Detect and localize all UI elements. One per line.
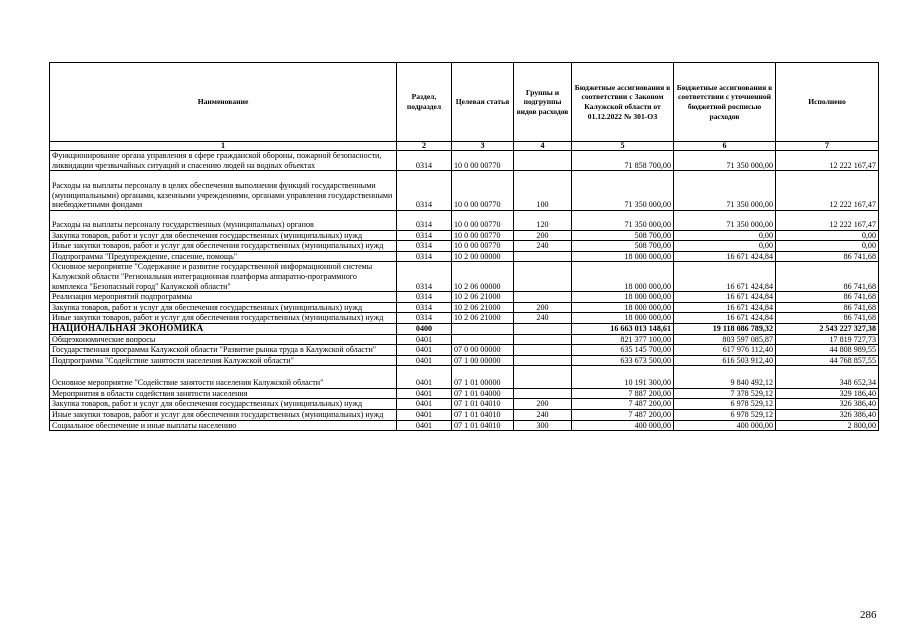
table-row	[50, 241, 879, 252]
header-row	[50, 63, 879, 142]
table-row	[50, 420, 879, 431]
row-revised: 6 978 529,12	[674, 410, 776, 421]
row-law: 18 000 000,00	[572, 313, 674, 324]
table-row	[50, 151, 879, 171]
row-target: 07 1 01 04000	[452, 388, 514, 399]
row-name: Закупка товаров, работ и услуг для обеспечения государственных (муниципальных) нужд	[50, 302, 397, 313]
row-law: 400 000,00	[572, 420, 674, 431]
row-section: 0314	[397, 151, 452, 171]
row-revised: 0,00	[674, 241, 776, 252]
header-name: Наименование	[50, 63, 397, 142]
row-executed: 2 543 227 327,38	[776, 323, 879, 334]
row-executed: 326 386,40	[776, 410, 879, 421]
row-revised: 803 597 085,87	[674, 334, 776, 345]
row-name: Расходы на выплаты персоналу в целях обеспечения выполнения функций государственными (муниципальными) органами, казенными учреждениями, органами управления государственными внебюджетными фондами	[50, 171, 397, 211]
row-section: 0314	[397, 292, 452, 303]
row-law: 18 000 000,00	[572, 302, 674, 313]
row-target: 10 2 06 21000	[452, 313, 514, 324]
row-executed: 86 741,68	[776, 292, 879, 303]
row-revised: 16 671 424,84	[674, 313, 776, 324]
row-executed: 12 222 167,47	[776, 171, 879, 211]
header-target: Целевая статья	[452, 63, 514, 142]
row-executed: 0,00	[776, 241, 879, 252]
row-law: 508 700,00	[572, 241, 674, 252]
row-target: 07 1 01 04010	[452, 410, 514, 421]
table-row	[50, 230, 879, 241]
row-name: Социальное обеспечение и иные выплаты населению	[50, 420, 397, 431]
row-name: НАЦИОНАЛЬНАЯ ЭКОНОМИКА	[50, 323, 397, 334]
row-group: 240	[514, 410, 572, 421]
row-group: 200	[514, 230, 572, 241]
row-law: 821 377 100,00	[572, 334, 674, 345]
row-law: 7 487 200,00	[572, 410, 674, 421]
table-row	[50, 399, 879, 410]
row-revised: 71 350 000,00	[674, 171, 776, 211]
row-law: 635 145 700,00	[572, 345, 674, 356]
row-target: 10 2 06 00000	[452, 262, 514, 292]
table-row	[50, 366, 879, 389]
row-target: 07 1 01 04010	[452, 420, 514, 431]
row-target: 10 0 00 00770	[452, 171, 514, 211]
row-section: 0314	[397, 241, 452, 252]
row-revised: 400 000,00	[674, 420, 776, 431]
row-revised: 16 671 424,84	[674, 251, 776, 262]
row-revised: 71 350 000,00	[674, 210, 776, 230]
row-executed: 86 741,68	[776, 262, 879, 292]
row-executed: 2 800,00	[776, 420, 879, 431]
row-section: 0401	[397, 334, 452, 345]
row-target: 10 0 00 00770	[452, 241, 514, 252]
row-revised: 16 671 424,84	[674, 302, 776, 313]
table-row	[50, 345, 879, 356]
column-number-row	[50, 142, 879, 151]
row-executed: 329 186,40	[776, 388, 879, 399]
row-group	[514, 292, 572, 303]
row-law: 18 000 000,00	[572, 292, 674, 303]
row-executed: 44 768 857,55	[776, 355, 879, 366]
row-law: 7 887 200,00	[572, 388, 674, 399]
section-row	[50, 323, 879, 334]
row-group: 200	[514, 399, 572, 410]
row-executed: 44 808 989,55	[776, 345, 879, 356]
table-row	[50, 334, 879, 345]
row-revised: 71 350 000,00	[674, 151, 776, 171]
row-executed: 17 819 727,73	[776, 334, 879, 345]
row-name: Иные закупки товаров, работ и услуг для обеспечения государственных (муниципальных) нужд	[50, 313, 397, 324]
row-section: 0401	[397, 345, 452, 356]
row-group	[514, 151, 572, 171]
row-target: 07 1 01 04010	[452, 399, 514, 410]
row-group	[514, 366, 572, 389]
row-revised: 9 840 492,12	[674, 366, 776, 389]
row-revised: 16 671 424,84	[674, 262, 776, 292]
row-law: 71 350 000,00	[572, 171, 674, 211]
row-section: 0314	[397, 171, 452, 211]
row-section: 0401	[397, 410, 452, 421]
col-number: 3	[452, 142, 514, 151]
row-executed: 86 741,68	[776, 251, 879, 262]
header-group: Группы и подгруппы видов расходов	[514, 63, 572, 142]
row-section: 0401	[397, 355, 452, 366]
row-name: Основное мероприятие "Содействие занятости населения Калужской области"	[50, 366, 397, 389]
row-law: 633 673 500,00	[572, 355, 674, 366]
row-revised: 19 118 086 789,32	[674, 323, 776, 334]
table-row	[50, 388, 879, 399]
row-law: 7 487 200,00	[572, 399, 674, 410]
row-law: 18 000 000,00	[572, 262, 674, 292]
row-name: Общеэкономические вопросы	[50, 334, 397, 345]
row-name: Реализация мероприятий подпрограммы	[50, 292, 397, 303]
col-number: 2	[397, 142, 452, 151]
row-law: 18 000 000,00	[572, 251, 674, 262]
row-revised: 16 671 424,84	[674, 292, 776, 303]
row-group: 200	[514, 302, 572, 313]
row-name: Иные закупки товаров, работ и услуг для обеспечения государственных (муниципальных) нужд	[50, 410, 397, 421]
row-law: 508 700,00	[572, 230, 674, 241]
row-name: Закупка товаров, работ и услуг для обеспечения государственных (муниципальных) нужд	[50, 230, 397, 241]
page-number: 286	[860, 609, 877, 621]
row-name: Подпрограмма "Предупреждение, спасение, помощь"	[50, 251, 397, 262]
row-group	[514, 262, 572, 292]
row-group	[514, 323, 572, 334]
header-executed: Исполнено	[776, 63, 879, 142]
table-row	[50, 292, 879, 303]
table-row	[50, 410, 879, 421]
table-row	[50, 355, 879, 366]
row-target: 10 0 00 00770	[452, 210, 514, 230]
table-row	[50, 251, 879, 262]
row-name: Иные закупки товаров, работ и услуг для обеспечения государственных (муниципальных) нужд	[50, 241, 397, 252]
budget-table	[49, 62, 879, 431]
row-section: 0401	[397, 420, 452, 431]
row-name: Подпрограмма "Содействие занятости населения Калужской области"	[50, 355, 397, 366]
row-target: 07 1 00 00000	[452, 355, 514, 366]
row-law: 10 191 300,00	[572, 366, 674, 389]
row-law: 71 350 000,00	[572, 210, 674, 230]
row-revised: 617 976 112,40	[674, 345, 776, 356]
row-name: Мероприятия в области содействия занятости населения	[50, 388, 397, 399]
row-target: 10 2 06 21000	[452, 302, 514, 313]
col-number: 7	[776, 142, 879, 151]
row-law: 71 858 700,00	[572, 151, 674, 171]
table-row	[50, 313, 879, 324]
row-target: 10 2 06 21000	[452, 292, 514, 303]
table-row	[50, 302, 879, 313]
row-executed: 348 652,34	[776, 366, 879, 389]
row-group	[514, 345, 572, 356]
row-name: Расходы на выплаты персоналу государственных (муниципальных) органов	[50, 210, 397, 230]
row-target: 10 0 00 00770	[452, 151, 514, 171]
row-name: Основное мероприятие "Содержание и развитие государственной информационной системы Калужской области "Региональная интеграционная платформа аппаратно-программного комплекса "Безопасный город" Калужской области"	[50, 262, 397, 292]
row-group	[514, 355, 572, 366]
row-law: 16 663 013 148,61	[572, 323, 674, 334]
row-name: Функционирование органа управления в сфере гражданской обороны, пожарной безопасности, ликвидации чрезвычайных ситуаций и спасению людей на водных объектах	[50, 151, 397, 171]
row-target: 07 0 00 00000	[452, 345, 514, 356]
row-section: 0314	[397, 313, 452, 324]
row-name: Государственная программа Калужской области "Развитие рынка труда в Калужской области"	[50, 345, 397, 356]
row-executed: 12 222 167,47	[776, 210, 879, 230]
col-number: 1	[50, 142, 397, 151]
row-executed: 0,00	[776, 230, 879, 241]
row-group: 100	[514, 171, 572, 211]
row-group	[514, 388, 572, 399]
row-revised: 7 378 529,12	[674, 388, 776, 399]
row-name: Закупка товаров, работ и услуг для обеспечения государственных (муниципальных) нужд	[50, 399, 397, 410]
table-row	[50, 262, 879, 292]
col-number: 4	[514, 142, 572, 151]
row-executed: 326 386,40	[776, 399, 879, 410]
row-target	[452, 334, 514, 345]
row-target: 10 0 00 00770	[452, 230, 514, 241]
col-number: 6	[674, 142, 776, 151]
row-group: 240	[514, 313, 572, 324]
row-target	[452, 323, 514, 334]
row-target: 07 1 01 00000	[452, 366, 514, 389]
header-section: Раздел, подраздел	[397, 63, 452, 142]
row-group: 240	[514, 241, 572, 252]
row-section: 0401	[397, 399, 452, 410]
col-number: 5	[572, 142, 674, 151]
row-executed: 12 222 167,47	[776, 151, 879, 171]
table-row	[50, 171, 879, 211]
row-revised: 0,00	[674, 230, 776, 241]
header-revised-allocations: Бюджетные ассигнования в соответствии с уточненной бюджетной росписью расходов	[674, 63, 776, 142]
row-group: 120	[514, 210, 572, 230]
row-section: 0401	[397, 366, 452, 389]
row-section: 0314	[397, 262, 452, 292]
row-section: 0400	[397, 323, 452, 334]
row-revised: 6 978 529,12	[674, 399, 776, 410]
table-row	[50, 210, 879, 230]
row-section: 0314	[397, 210, 452, 230]
row-executed: 86 741,68	[776, 302, 879, 313]
header-law-allocations: Бюджетные ассигнования в соответствии с Законом Калужской области от 01.12.2022 № 301-ОЗ	[572, 63, 674, 142]
row-section: 0401	[397, 388, 452, 399]
row-section: 0314	[397, 230, 452, 241]
row-group	[514, 251, 572, 262]
row-group: 300	[514, 420, 572, 431]
row-section: 0314	[397, 251, 452, 262]
row-executed: 86 741,68	[776, 313, 879, 324]
row-group	[514, 334, 572, 345]
row-target: 10 2 00 00000	[452, 251, 514, 262]
row-revised: 616 503 912,40	[674, 355, 776, 366]
row-section: 0314	[397, 302, 452, 313]
